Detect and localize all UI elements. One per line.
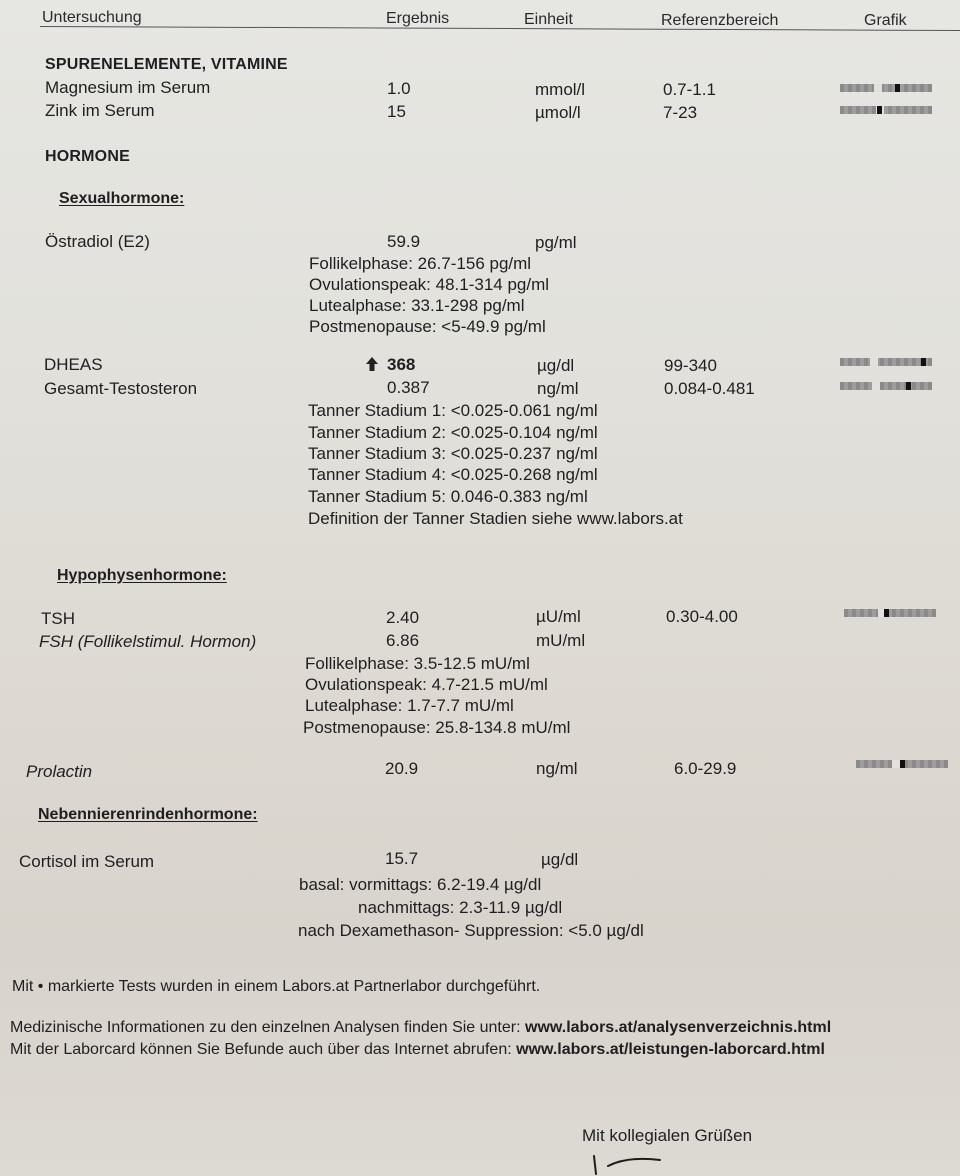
graph-gap xyxy=(872,382,880,390)
closing-greeting: Mit kollegialen Grüßen xyxy=(582,1126,753,1145)
test-unit: mmol/l xyxy=(535,80,586,99)
header-result: Ergebnis xyxy=(386,10,450,27)
reference-note: nachmittags: 2.3-11.9 µg/dl xyxy=(358,898,563,917)
result-graph xyxy=(840,84,932,92)
test-unit: µU/ml xyxy=(536,607,581,626)
subsection-title-pituitary-hormones: Hypophysenhormone: xyxy=(57,567,227,584)
reference-note: Follikelphase: 26.7-156 pg/ml xyxy=(309,254,532,273)
info-text: Mit der Laborcard können Sie Befunde auch über das Internet abrufen: xyxy=(10,1041,517,1058)
test-result: 15.7 xyxy=(385,849,419,868)
reference-note: Definition der Tanner Stadien siehe www.labors.at xyxy=(308,509,683,528)
reference-note: Ovulationspeak: 48.1-314 pg/ml xyxy=(309,275,550,294)
graph-gap xyxy=(892,760,900,768)
test-reference: 0.084-0.481 xyxy=(664,379,755,398)
graph-marker xyxy=(921,358,926,366)
info-line-analyses xyxy=(10,1018,831,1038)
reference-note: Lutealphase: 33.1-298 pg/ml xyxy=(309,296,525,315)
result-graph xyxy=(840,358,932,366)
result-graph xyxy=(840,382,932,390)
test-unit: pg/ml xyxy=(535,233,577,252)
test-unit: µg/dl xyxy=(537,356,575,375)
reference-note: Follikelphase: 3.5-12.5 mU/ml xyxy=(305,654,530,673)
graph-marker xyxy=(877,106,882,114)
result-graph xyxy=(844,609,936,617)
test-result: 6.86 xyxy=(386,631,420,650)
header-divider xyxy=(40,26,960,31)
reference-note: Tanner Stadium 5: 0.046-0.383 ng/ml xyxy=(308,487,588,506)
subsection-title-adrenal-hormones: Nebennierenrindenhormone: xyxy=(38,806,258,823)
reference-note: Postmenopause: 25.8-134.8 mU/ml xyxy=(303,718,571,737)
test-name: Östradiol (E2) xyxy=(45,232,150,251)
test-result: 15 xyxy=(387,102,406,121)
graph-gap xyxy=(874,84,882,92)
test-unit: mU/ml xyxy=(536,631,586,650)
reference-note: basal: vormittags: 6.2-19.4 µg/dl xyxy=(299,875,542,894)
test-name: Magnesium im Serum xyxy=(45,78,211,97)
test-result: 0.387 xyxy=(387,378,430,397)
signature-image xyxy=(588,1152,668,1176)
reference-note: Tanner Stadium 1: <0.025-0.061 ng/ml xyxy=(308,401,598,420)
reference-note: Ovulationspeak: 4.7-21.5 mU/ml xyxy=(305,675,548,694)
reference-note: Tanner Stadium 2: <0.025-0.104 ng/ml xyxy=(308,423,598,442)
graph-marker xyxy=(895,84,900,92)
test-unit: µmol/l xyxy=(535,103,581,122)
partner-lab-note: Mit • markierte Tests wurden in einem Labors.at Partnerlabor durchgeführt. xyxy=(12,978,541,995)
arrow-up-icon xyxy=(366,357,378,371)
test-name: FSH (Follikelstimul. Hormon) xyxy=(39,632,257,651)
reference-note: Postmenopause: <5-49.9 pg/ml xyxy=(309,317,546,336)
test-result: 20.9 xyxy=(385,759,419,778)
test-reference: 6.0-29.9 xyxy=(674,759,737,778)
test-name: Gesamt-Testosteron xyxy=(44,379,198,398)
graph-gap xyxy=(870,358,878,366)
test-name: Zink im Serum xyxy=(45,101,155,120)
section-title-hormones: HORMONE xyxy=(45,148,130,165)
test-name: Prolactin xyxy=(26,762,93,781)
test-reference: 0.30-4.00 xyxy=(666,607,738,626)
info-line-laborcard xyxy=(10,1040,825,1060)
reference-note: Tanner Stadium 3: <0.025-0.237 ng/ml xyxy=(308,444,598,463)
test-unit: µg/dl xyxy=(541,850,579,869)
header-graph: Grafik xyxy=(864,12,907,29)
test-result: 1.0 xyxy=(387,79,411,98)
graph-marker xyxy=(900,760,905,768)
header-reference: Referenzbereich xyxy=(661,12,779,29)
laborcard-link[interactable]: www.labors.at/leistungen-laborcard.html xyxy=(516,1041,825,1058)
graph-marker xyxy=(906,382,911,390)
test-reference: 99-340 xyxy=(664,356,717,375)
test-reference: 7-23 xyxy=(663,103,698,122)
section-title-trace-elements: SPURENELEMENTE, VITAMINE xyxy=(45,56,288,73)
result-graph xyxy=(840,106,932,114)
subsection-title-sex-hormones: Sexualhormone: xyxy=(59,190,185,207)
test-result-elevated: 368 xyxy=(387,355,416,374)
test-result: 2.40 xyxy=(386,608,420,627)
test-unit: ng/ml xyxy=(537,379,579,398)
test-result: 59.9 xyxy=(387,232,421,251)
test-reference: 0.7-1.1 xyxy=(663,80,716,99)
header-test: Untersuchung xyxy=(42,9,142,26)
header-unit: Einheit xyxy=(524,11,573,28)
test-name: Cortisol im Serum xyxy=(19,852,155,871)
analyses-directory-link[interactable]: www.labors.at/analysenverzeichnis.html xyxy=(525,1019,832,1036)
test-unit: ng/ml xyxy=(536,759,578,778)
reference-note: Tanner Stadium 4: <0.025-0.268 ng/ml xyxy=(308,465,598,484)
info-text: Medizinische Informationen zu den einzelnen Analysen finden Sie unter: xyxy=(10,1019,525,1036)
reference-note: Lutealphase: 1.7-7.7 mU/ml xyxy=(305,696,514,715)
graph-marker xyxy=(884,609,889,617)
test-name: DHEAS xyxy=(44,355,103,374)
test-name: TSH xyxy=(41,609,75,628)
reference-note: nach Dexamethason- Suppression: <5.0 µg/dl xyxy=(298,921,644,940)
result-graph xyxy=(856,760,948,768)
